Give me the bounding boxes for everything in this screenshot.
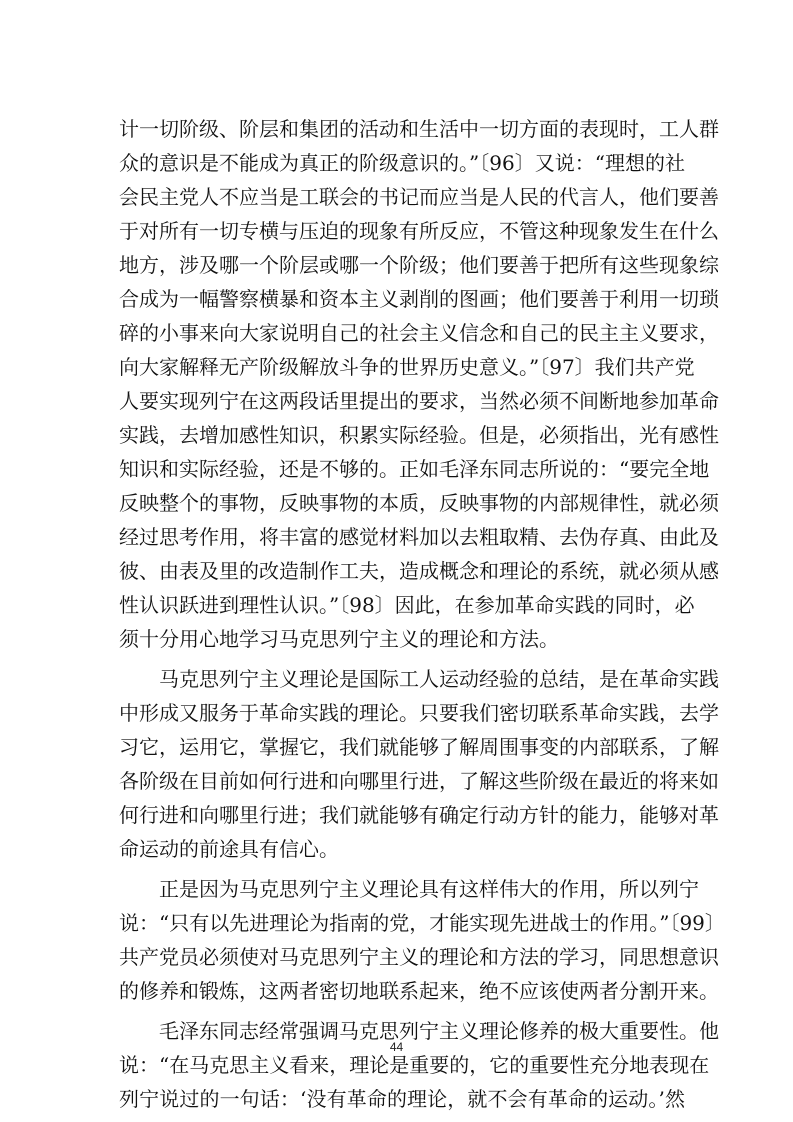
text-line: 于对所有一切专横与压迫的现象有所反应，不管这种现象发生在什么 <box>119 219 719 243</box>
text-line: 经过思考作用，将丰富的感觉材料加以去粗取精、去伪存真、由此及 <box>119 525 719 549</box>
text-line: 中形成又服务于革命实践的理论。只要我们密切联系革命实践，去学 <box>119 701 719 725</box>
text-line: 须十分用心地学习马克思列宁主义的理论和方法。 <box>119 627 559 651</box>
text-line: 习它，运用它，掌握它，我们就能够了解周围事变的内部联系，了解 <box>119 735 719 759</box>
text-line: 计一切阶级、阶层和集团的活动和生活中一切方面的表现时，工人群 <box>119 117 719 141</box>
text-line: 共产党员必须使对马克思列宁主义的理论和方法的学习，同思想意识 <box>119 945 719 969</box>
text-line: 合成为一幅警察横暴和资本主义剥削的图画；他们要善于利用一切琐 <box>119 287 719 311</box>
text-line: 命运动的前途具有信心。 <box>119 837 339 861</box>
text-line: 反映整个的事物，反映事物的本质，反映事物的内部规律性，就必须 <box>119 491 719 515</box>
text-line: 性认识跃进到理性认识。”〔98〕因此，在参加革命实践的同时，必 <box>119 593 695 617</box>
body-text <box>119 112 725 1116</box>
paragraph-4 <box>119 1014 719 1116</box>
text-line: 彼、由表及里的改造制作工夫，造成概念和理论的系统，就必须从感 <box>119 559 719 583</box>
paragraph-1 <box>119 112 719 656</box>
text-line: 向大家解释无产阶级解放斗争的世界历史意义。”〔97〕我们共产党 <box>119 355 695 379</box>
paragraph-3 <box>119 872 725 1008</box>
text-line: 知识和实际经验，还是不够的。正如毛泽东同志所说的：“要完全地 <box>119 457 710 481</box>
text-line: 各阶级在目前如何行进和向哪里行进，了解这些阶级在最近的将来如 <box>119 769 719 793</box>
text-line: 碎的小事来向大家说明自己的社会主义信念和自己的民主主义要求， <box>119 321 719 345</box>
text-line: 的修养和锻炼，这两者密切地联系起来，绝不应该使两者分割开来。 <box>119 979 719 1003</box>
paragraph-2 <box>119 662 719 866</box>
text-line: 人要实现列宁在这两段话里提出的要求，当然必须不间断地参加革命 <box>119 389 719 413</box>
page-number: 44 <box>389 1040 404 1054</box>
text-line: 众的意识是不能成为真正的阶级意识的。”〔96〕又说：“理想的社 <box>119 151 685 175</box>
text-line: 毛泽东同志经常强调马克思列宁主义理论修养的极大重要性。他 <box>159 1019 719 1043</box>
text-line: 实践，去增加感性知识，积累实际经验。但是，必须指出，光有感性 <box>119 423 719 447</box>
text-line: 说：“在马克思主义看来，理论是重要的，它的重要性充分地表现在 <box>119 1053 710 1077</box>
text-line: 列宁说过的一句话：‘没有革命的理论，就不会有革命的运动。’然 <box>119 1087 685 1111</box>
text-line: 何行进和向哪里行进；我们就能够有确定行动方针的能力，能够对革 <box>119 803 719 827</box>
text-line: 地方，涉及哪一个阶层或哪一个阶级；他们要善于把所有这些现象综 <box>119 253 719 277</box>
text-line: 正是因为马克思列宁主义理论具有这样伟大的作用，所以列宁 <box>159 877 699 901</box>
text-line: 会民主党人不应当是工联会的书记而应当是人民的代言人，他们要善 <box>119 185 719 209</box>
text-line: 马克思列宁主义理论是国际工人运动经验的总结，是在革命实践 <box>159 667 719 691</box>
text-line: 说：“只有以先进理论为指南的党，才能实现先进战士的作用。”〔99〕 <box>119 911 725 935</box>
